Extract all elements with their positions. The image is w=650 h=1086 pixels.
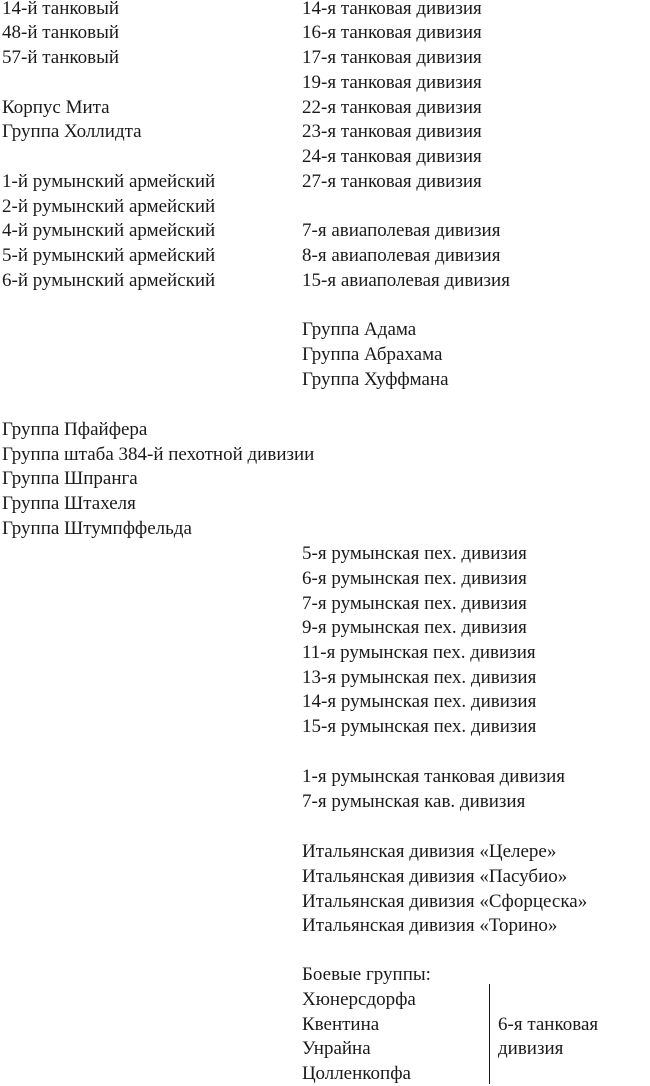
romanian-corps-item: 4-й румынский армейский bbox=[2, 220, 216, 241]
romanian-infantry-item: 14-я румынская пех. дивизия bbox=[302, 691, 537, 712]
parent-division-label: 6-я танковая bbox=[498, 1014, 599, 1035]
romanian-division-item: 7-я румынская кав. дивизия bbox=[302, 791, 526, 812]
romanian-infantry-item: 6-я румынская пех. дивизия bbox=[302, 568, 527, 589]
romanian-infantry-item: 15-я румынская пех. дивизия bbox=[302, 716, 537, 737]
corps-item: 48-й танковый bbox=[2, 22, 120, 43]
tank-division-item: 24-я танковая дивизия bbox=[302, 146, 482, 167]
romanian-infantry-item: 13-я румынская пех. дивизия bbox=[302, 667, 537, 688]
group-item: Группа Штахеля bbox=[2, 493, 136, 514]
airfield-division-item: 7-я авиаполевая дивизия bbox=[302, 220, 501, 241]
airfield-division-item: 15-я авиаполевая дивизия bbox=[302, 270, 510, 291]
italian-division-item: Итальянская дивизия «Целере» bbox=[302, 841, 557, 862]
group-item: Корпус Мита bbox=[2, 97, 110, 118]
group-item: Группа Хуффмана bbox=[302, 369, 449, 390]
romanian-corps-item: 2-й румынский армейский bbox=[2, 196, 216, 217]
tank-division-item: 17-я танковая дивизия bbox=[302, 47, 482, 68]
romanian-infantry-item: 9-я румынская пех. дивизия bbox=[302, 617, 527, 638]
group-item: Группа Адама bbox=[302, 319, 417, 340]
battle-group-item: Унрайна bbox=[302, 1038, 371, 1059]
battle-group-item: Цолленкопфа bbox=[302, 1063, 411, 1084]
romanian-infantry-item: 5-я румынская пех. дивизия bbox=[302, 543, 527, 564]
tank-division-item: 23-я танковая дивизия bbox=[302, 121, 482, 142]
romanian-corps-item: 6-й румынский армейский bbox=[2, 270, 216, 291]
romanian-infantry-item: 11-я румынская пех. дивизия bbox=[302, 642, 536, 663]
tank-division-item: 27-я танковая дивизия bbox=[302, 171, 482, 192]
airfield-division-item: 8-я авиаполевая дивизия bbox=[302, 245, 501, 266]
parent-division-label: дивизия bbox=[498, 1038, 564, 1059]
romanian-division-item: 1-я румынская танковая дивизия bbox=[302, 766, 566, 787]
corps-item: 14-й танковый bbox=[2, 0, 120, 19]
tank-division-item: 14-я танковая дивизия bbox=[302, 0, 482, 19]
group-item: Группа Абрахама bbox=[302, 344, 443, 365]
group-item: Группа Шпранга bbox=[2, 468, 138, 489]
group-item: Группа Пфайфера bbox=[2, 419, 148, 440]
battle-group-item: Квентина bbox=[302, 1014, 380, 1035]
corps-item: 57-й танковый bbox=[2, 47, 120, 68]
battle-groups-heading: Боевые группы: bbox=[302, 964, 431, 985]
romanian-corps-item: 1-й румынский армейский bbox=[2, 171, 216, 192]
tank-division-item: 22-я танковая дивизия bbox=[302, 97, 482, 118]
bracket-divider bbox=[489, 984, 490, 1084]
romanian-corps-item: 5-й румынский армейский bbox=[2, 245, 216, 266]
battle-group-item: Хюнерсдорфа bbox=[302, 989, 416, 1010]
italian-division-item: Итальянская дивизия «Торино» bbox=[302, 915, 558, 936]
italian-division-item: Итальянская дивизия «Сфорцеска» bbox=[302, 891, 588, 912]
group-item: Группа Холлидта bbox=[2, 121, 142, 142]
italian-division-item: Итальянская дивизия «Пасубио» bbox=[302, 866, 568, 887]
tank-division-item: 19-я танковая дивизия bbox=[302, 72, 482, 93]
romanian-infantry-item: 7-я румынская пех. дивизия bbox=[302, 593, 527, 614]
group-item: Группа Штумпффельда bbox=[2, 518, 192, 539]
group-item: Группа штаба 384-й пехотной дивизии bbox=[2, 444, 315, 465]
tank-division-item: 16-я танковая дивизия bbox=[302, 22, 482, 43]
